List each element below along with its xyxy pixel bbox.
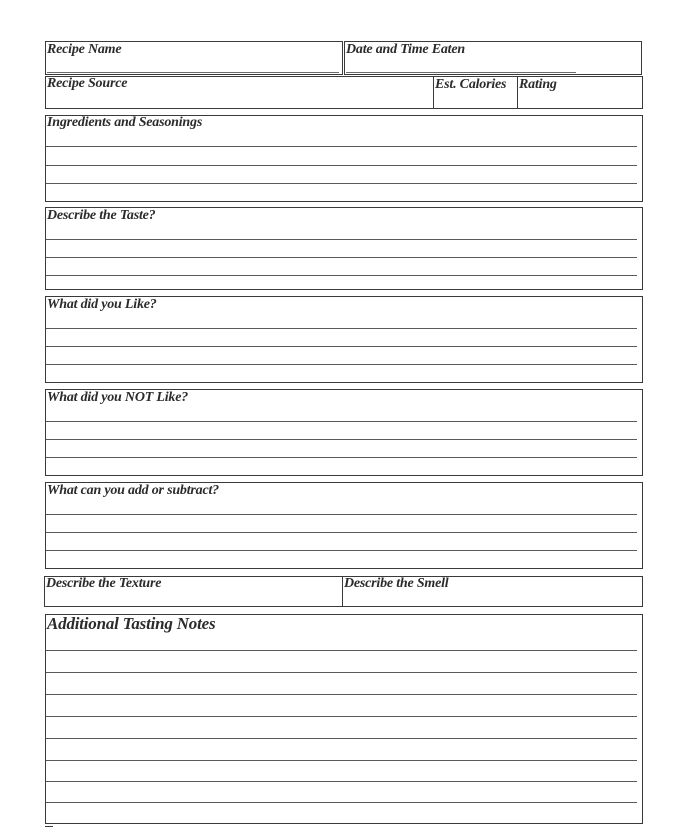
additional-notes-line xyxy=(46,650,637,651)
additional-notes-line xyxy=(46,738,637,739)
taste-line xyxy=(46,257,637,258)
ingredients-label: Ingredients and Seasonings xyxy=(47,115,203,130)
not-liked-line xyxy=(46,457,637,458)
date-time-eaten-underline xyxy=(346,72,576,73)
add-subtract-label: What can you add or subtract? xyxy=(47,483,219,498)
rating-label: Rating xyxy=(519,77,557,92)
additional-notes-line xyxy=(46,802,637,803)
additional-notes-box[interactable] xyxy=(45,614,643,824)
add-subtract-line xyxy=(46,550,637,551)
taste-label: Describe the Taste? xyxy=(47,208,156,223)
liked-line xyxy=(46,364,637,365)
recipe-source-label: Recipe Source xyxy=(47,76,128,91)
taste-line xyxy=(46,275,637,276)
additional-notes-label: Additional Tasting Notes xyxy=(47,614,216,633)
texture-label: Describe the Texture xyxy=(46,576,162,591)
not-liked-label: What did you NOT Like? xyxy=(47,390,189,405)
recipe-name-underline xyxy=(47,72,339,73)
est-calories-label: Est. Calories xyxy=(435,77,507,92)
recipe-name-label: Recipe Name xyxy=(47,42,122,57)
additional-notes-line xyxy=(46,672,637,673)
not-liked-line xyxy=(46,421,637,422)
date-time-eaten-label: Date and Time Eaten xyxy=(346,42,465,57)
additional-notes-line xyxy=(46,760,637,761)
calories-rating-divider xyxy=(517,76,518,109)
liked-line xyxy=(46,346,637,347)
ingredients-line xyxy=(46,146,637,147)
add-subtract-line xyxy=(46,514,637,515)
ingredients-line xyxy=(46,165,637,166)
additional-notes-line xyxy=(46,781,637,782)
smell-label: Describe the Smell xyxy=(344,576,449,591)
not-liked-line xyxy=(46,439,637,440)
additional-notes-line xyxy=(46,694,637,695)
source-calories-divider xyxy=(433,76,434,109)
page-corner-mark xyxy=(45,826,53,827)
taste-line xyxy=(46,239,637,240)
ingredients-line xyxy=(46,183,637,184)
liked-line xyxy=(46,328,637,329)
liked-label: What did you Like? xyxy=(47,297,157,312)
additional-notes-line xyxy=(46,716,637,717)
add-subtract-line xyxy=(46,532,637,533)
